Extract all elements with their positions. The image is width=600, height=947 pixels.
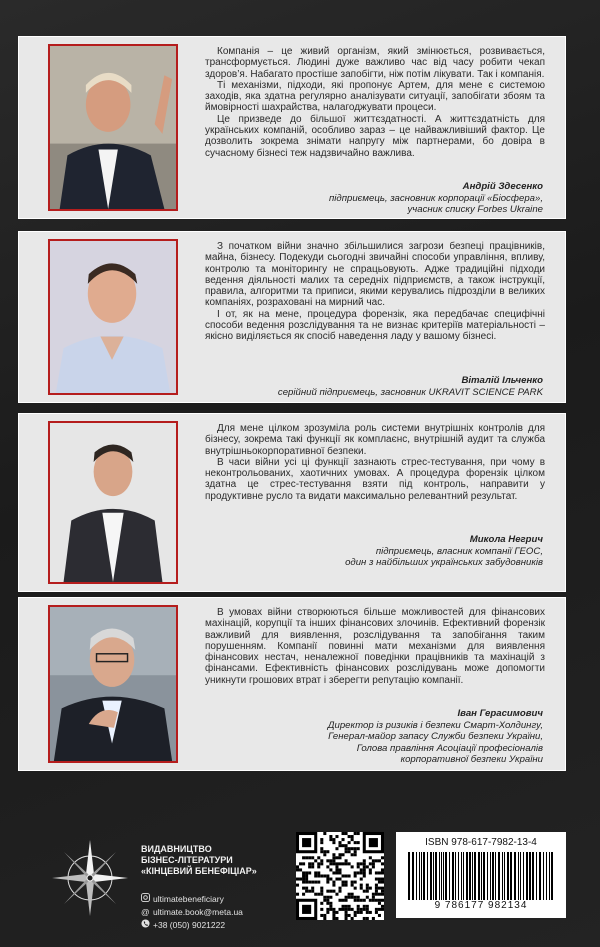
testimonial-card-1 — [18, 36, 566, 219]
contact-phone-text: +38 (050) 9021222 — [153, 920, 226, 930]
testimonial-text-3 — [205, 423, 545, 502]
contact-email[interactable] — [141, 906, 243, 919]
contact-phone[interactable] — [141, 919, 243, 932]
author-role: Голова правління Асоціації професіоналів — [356, 742, 543, 754]
instagram-icon — [141, 893, 153, 906]
testimonial-text-1 — [205, 46, 545, 159]
testimonial-paragraph: Компанія – це живий організм, який змінюється, розвивається, трансформується. Людині дуже важливо час від часу робити чекап здоров’я. Набагато простіше запобігти, ніж потім лікувати. Так і компанія. — [205, 46, 545, 80]
author-role: один з найбільших українських забудовників — [345, 557, 543, 568]
testimonial-author-1 — [329, 181, 543, 216]
testimonial-paragraph: В умовах війни створюються більше можливостей для фінансових махінацій, корупції та інших фінансових злочинів. Ефективний форензік важливий для виявлення, розслідування та запобігання таким порушенням. Компанії повинні мати механізми для виявлення фінансових нестач, неналежної поведінки працівників та махінацій з фінансами. Ефективність фінансових розслідувань може допомогти уникнути грошових втрат і зберегти репутацію компанії. — [205, 607, 545, 686]
testimonial-paragraph: Для мене цілком зрозуміла роль системи внутрішніх контролів для бізнесу, зокрема такі функції як комплаєнс, внутрішній аудит та служба внутрішньокорпоративної безпеки. — [205, 423, 545, 457]
testimonial-paragraph: І от, як на мене, процедура форензік, яка передбачає специфічні способи ведення розслідування та не визнає критеріїв матеріальності – якісно виділяється як спосіб наведення ладу у вашому бізнесі. — [205, 308, 545, 343]
author-role: Директор із ризиків і безпеки Смарт-Холдингу, — [327, 719, 543, 731]
publisher-line: «КІНЦЕВИЙ БЕНЕФІЦІАР» — [141, 866, 257, 876]
testimonial-card-2 — [18, 231, 566, 403]
author-photo-herasymovych — [48, 605, 178, 763]
cover-footer — [0, 810, 600, 947]
isbn-block — [396, 832, 566, 918]
testimonial-text-2 — [205, 241, 545, 343]
author-photo-ilchenko — [48, 239, 178, 395]
contact-email-text: ultimate.book@meta.ua — [153, 907, 243, 917]
publisher-contacts — [141, 893, 243, 932]
publisher-line: БІЗНЕС-ЛІТЕРАТУРИ — [141, 855, 233, 865]
author-role: Генерал-майор запасу Служби безпеки України, — [328, 731, 543, 742]
at-icon: @ — [141, 907, 150, 917]
testimonial-author-4 — [328, 708, 543, 766]
publisher-name — [141, 844, 257, 877]
contact-social[interactable] — [141, 893, 243, 906]
author-photo-zdesenko — [48, 44, 178, 211]
testimonial-author-2 — [278, 375, 543, 398]
testimonial-paragraph: В часи війни усі ці функції зазнають стрес-тестування, при чому в неконтрольованих, хаотичних умовах. А процедура форензік цілком здатна це стрес-тестування взяти під контроль, направити у продуктивне русло та видати максимально релевантний результат. — [205, 456, 545, 502]
author-name: Андрій Здесенко — [462, 181, 543, 192]
author-name: Віталій Ільченко — [461, 375, 543, 386]
publisher-line: ВИДАВНИЦТВО — [141, 844, 212, 854]
testimonial-text-4 — [205, 607, 545, 686]
contact-social-text: ultimatebeneficiary — [153, 894, 224, 904]
testimonial-card-4 — [18, 597, 566, 771]
isbn-digits: 9 786177 982134 — [434, 900, 528, 911]
author-photo-negrych — [48, 421, 178, 584]
author-role: підприємець, власник компанії ГЕОС, — [375, 545, 543, 557]
author-name: Микола Негрич — [469, 534, 543, 545]
testimonial-author-3 — [345, 534, 543, 569]
compass-rose-icon — [50, 838, 130, 918]
testimonial-paragraph: З початком війни значно збільшилися загрози безпеці працівників, майна, бізнесу. Подекуди сьогодні звичайні способи управління, впливу, контролю та моніторингу не спрацьовують. Адже традиційні підходи ведення діяльності малих та середніх підприємств, а також інструкції, правила, алгоритми та приписи, якими керувались підрозділи в великих компаніях, розраховані на мирний час. — [205, 241, 545, 309]
testimonial-paragraph: Це призведе до більшої життєздатності. А життєздатність для українських компаній, особливо зараз – це найважливіший фактор. Це дозволить зокрема знімати напругу між партнерами, бо довіра в сучасному бізнесі теж надзвичайно важлива. — [205, 113, 545, 159]
author-role: підприємець, засновник корпорації «Біосфера», — [329, 192, 543, 204]
isbn-label: ISBN 978-617-7982-13-4 — [425, 837, 537, 848]
author-role: корпоративної безпеки України — [400, 754, 543, 765]
author-name: Іван Герасимович — [457, 708, 543, 719]
testimonial-card-3 — [18, 413, 566, 592]
barcode-icon — [406, 852, 556, 900]
author-role: серійний підприємець, засновник UKRAVIT SCIENCE PARK — [277, 386, 543, 398]
qr-code-icon[interactable] — [296, 832, 384, 920]
phone-icon — [141, 919, 153, 932]
testimonial-paragraph: Ті механізми, підходи, які пропонує Артем, для мене є системою заходів, яка здатна регулярно аналізувати ситуації, запобігати збоям та ймовірності шахрайства, налагоджувати процеси. — [205, 79, 545, 114]
author-role: учасник списку Forbes Ukraine — [407, 204, 543, 215]
